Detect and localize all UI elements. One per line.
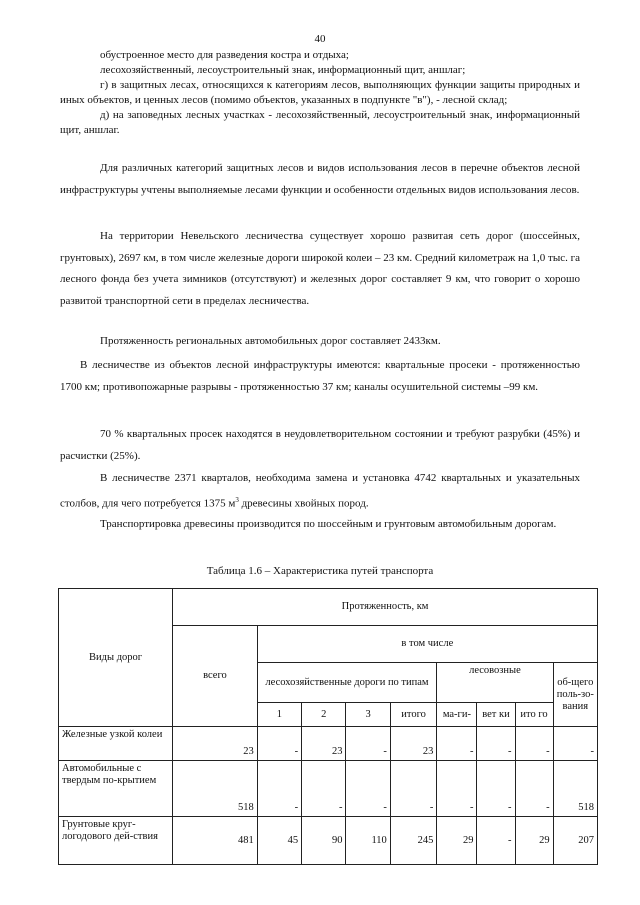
header-public: об-щего поль-зо-вания: [553, 663, 597, 727]
table-cell: -: [346, 761, 390, 817]
table-cell: 518: [173, 761, 258, 817]
paragraph-quarters: [60, 468, 580, 515]
table-cell: -: [477, 817, 515, 865]
table-cell: -: [257, 761, 301, 817]
table-cell: -: [553, 727, 597, 761]
table-cell: 110: [346, 817, 390, 865]
header-type-1: 1: [257, 703, 301, 727]
row-name: Автомобильные с твердым по-крытием: [59, 761, 173, 817]
table-cell: 23: [390, 727, 437, 761]
table-cell: 29: [437, 817, 477, 865]
table-cell: 518: [553, 761, 597, 817]
table-row: [59, 761, 598, 817]
header-type-2: 2: [302, 703, 346, 727]
header-branch: вет ки: [477, 703, 515, 727]
quarters-text-end: древесины хвойных пород.: [238, 497, 369, 510]
paragraph-clearings: 70 % квартальных просек находятся в неудовлетворительном состоянии и требуют разрубки (45%) и расчистки (25%).: [60, 428, 580, 462]
page-number: 40: [314, 33, 326, 45]
table-cell: 481: [173, 817, 258, 865]
header-forestry: лесохозяйственные дороги по типам: [257, 663, 437, 703]
transport-table: [58, 588, 598, 865]
table-cell: -: [390, 761, 437, 817]
paragraph-transport: Транспортировка древесины производится по шоссейным и грунтовым автомобильным дорогам.: [100, 518, 557, 530]
table-cell: 245: [390, 817, 437, 865]
header-logging-total: ито го: [515, 703, 553, 727]
header-road-types: Виды дорог: [59, 589, 173, 727]
table-cell: -: [515, 761, 553, 817]
table-cell: -: [437, 761, 477, 817]
paragraph-infrastructure: В лесничестве из объектов лесной инфраструктуры имеются: квартальные просеки - протяженностью 1700 км; противопожарные разрывы - протяженностью 37 км; каналы осушительной системы –99 км.: [60, 359, 580, 393]
row-name: Железные узкой колеи: [59, 727, 173, 761]
table-cell: 23: [173, 727, 258, 761]
paragraph-road-network: На территории Невельского лесничества существует хорошо развитая сеть дорог (шоссейных, грунтовых), 2697 км, в том числе железные дороги широкой колеи – 23 км. Средний километраж на 1,0 тыс. га лесного фонда без учета зимников (отсутствуют) и железных дорог составляет 9 км, что говорит о хорошо развитой транспортной сети в пределах лесничества.: [60, 230, 580, 307]
table-cell: -: [477, 727, 515, 761]
infrastructure-list: [60, 48, 580, 138]
table-cell: -: [257, 727, 301, 761]
paragraph-categories: Для различных категорий защитных лесов и видов использования лесов в перечне объектов лесной инфраструктуры учтены выполняемые лесами функции и особенности отдельных видов использования лесов.: [60, 162, 580, 196]
header-length: Протяженность, км: [173, 589, 598, 626]
table-cell: 29: [515, 817, 553, 865]
table-cell: -: [515, 727, 553, 761]
header-subtotal: итого: [390, 703, 437, 727]
header-logging: лесовозные: [437, 663, 553, 703]
paragraph-regional-roads: Протяженность региональных автомобильных дорог составляет 2433км.: [100, 335, 441, 347]
list-line: лесохозяйственный, лесоустроительный знак, информационный щит, аншлаг;: [100, 64, 466, 76]
table-row: [59, 727, 598, 761]
row-name: Грунтовые круг-логодового дей-ствия: [59, 817, 173, 865]
table-row: [59, 817, 598, 865]
table-cell: 23: [302, 727, 346, 761]
header-type-3: 3: [346, 703, 390, 727]
header-main: ма-ги-: [437, 703, 477, 727]
table-cell: 90: [302, 817, 346, 865]
table-cell: 45: [257, 817, 301, 865]
table-cell: -: [302, 761, 346, 817]
table-cell: -: [437, 727, 477, 761]
list-line: д) на заповедных лесных участках - лесохозяйственный, лесоустроительный знак, информационный щит, аншлаг.: [60, 109, 580, 136]
cubic-superscript: 3: [235, 495, 239, 504]
table-caption: Таблица 1.6 – Характеристика путей транспорта: [206, 565, 434, 577]
header-including: в том числе: [257, 626, 597, 663]
list-line: г) в защитных лесах, относящихся к категориям лесов, выполняющих функции защиты природных и иных объектов, и ценных лесов (помимо объектов, указанных в подпункте "в"), - лесной склад;: [60, 79, 580, 106]
quarters-text: В лесничестве 2371 кварталов, необходима замена и установка 4742 квартальных и указательных столбов, для чего потребуется 1375 м: [60, 472, 580, 510]
list-line: обустроенное место для разведения костра и отдыха;: [100, 49, 349, 61]
table-cell: -: [477, 761, 515, 817]
table-cell: -: [346, 727, 390, 761]
table-cell: 207: [553, 817, 597, 865]
header-total: всего: [173, 626, 258, 727]
